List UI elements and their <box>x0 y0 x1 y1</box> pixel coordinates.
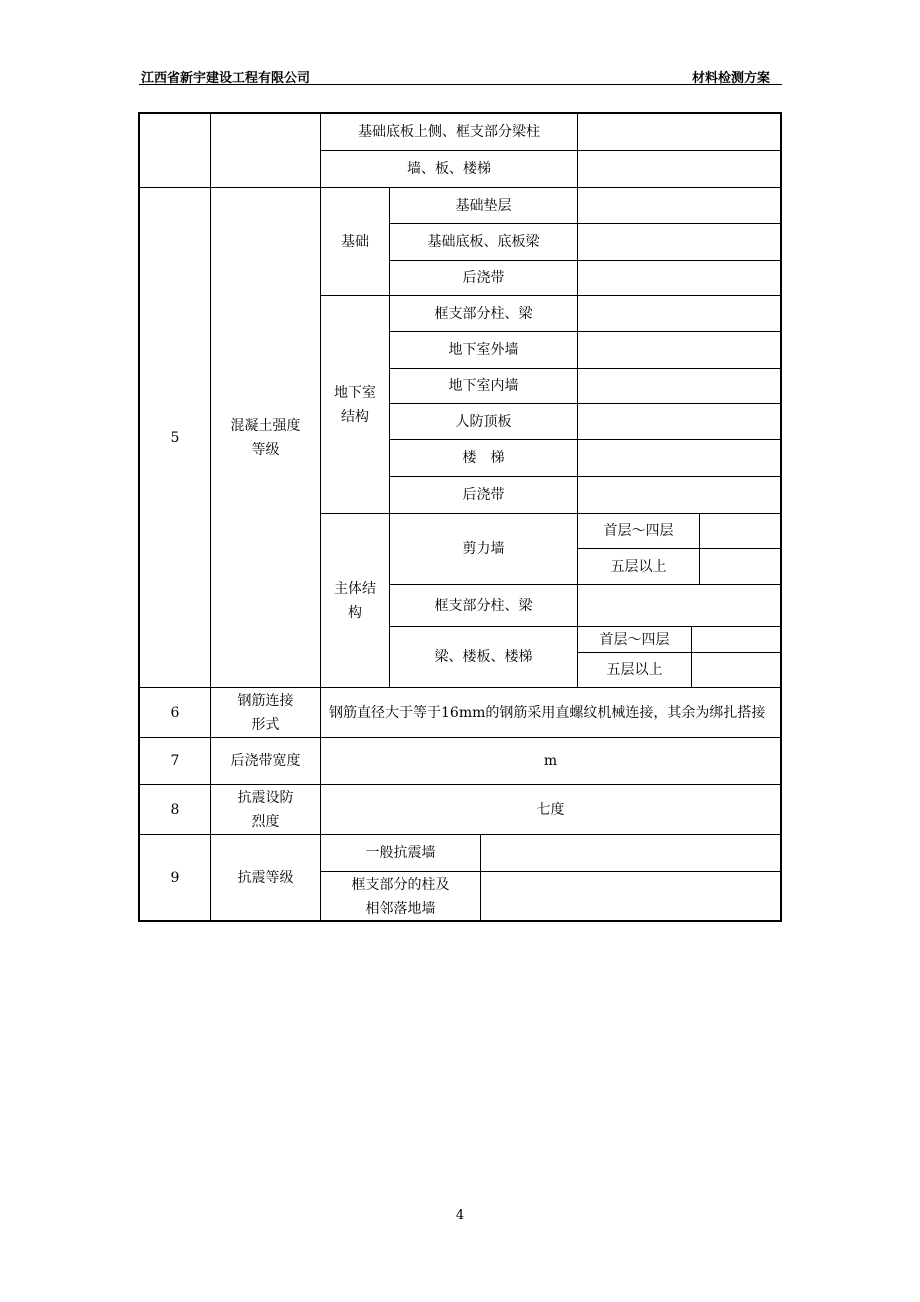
cont-item-cell <box>210 113 321 188</box>
foundation-value-2 <box>577 223 781 261</box>
foundation-value-1 <box>577 187 781 224</box>
row7-item: 后浇带宽度 <box>210 737 321 785</box>
basement-sub-1: 框支部分柱、梁 <box>389 295 578 332</box>
cont-label-2: 墙、板、楼梯 <box>320 150 578 188</box>
beam-slab-stair-label: 梁、楼板、楼梯 <box>389 626 578 688</box>
main-structure-label: 主体结构 <box>320 513 390 688</box>
row9-item: 抗震等级 <box>210 834 321 922</box>
row6-no: 6 <box>139 687 211 738</box>
shear-wall-label: 剪力墙 <box>389 513 578 585</box>
basement-value-1 <box>577 295 781 332</box>
row7-value: m <box>320 737 781 785</box>
row5-item: 混凝土强度等级 <box>210 187 321 688</box>
basement-sub-5: 楼 梯 <box>389 439 578 477</box>
beam-value-2 <box>691 652 781 688</box>
foundation-value-3 <box>577 260 781 296</box>
shear-wall-floor-2: 五层以上 <box>577 548 700 585</box>
basement-value-5 <box>577 439 781 477</box>
basement-sub-6: 后浇带 <box>389 476 578 514</box>
foundation-sub-3: 后浇带 <box>389 260 578 296</box>
foundation-sub-1: 基础垫层 <box>389 187 578 224</box>
basement-sub-3: 地下室内墙 <box>389 368 578 404</box>
basement-value-6 <box>577 476 781 514</box>
shear-wall-value-1 <box>699 513 781 549</box>
row6-value: 钢筋直径大于等于16mm的钢筋采用直螺纹机械连接，其余为绑扎搭接 <box>320 687 781 738</box>
row5-no: 5 <box>139 187 211 688</box>
basement-value-3 <box>577 368 781 404</box>
basement-sub-2: 地下室外墙 <box>389 331 578 369</box>
shear-wall-value-2 <box>699 548 781 585</box>
basement-value-4 <box>577 403 781 440</box>
document-title: 材料检测方案 <box>691 71 770 86</box>
frame-column-beam-label: 框支部分柱、梁 <box>389 584 578 627</box>
row8-no: 8 <box>139 784 211 835</box>
beam-value-1 <box>691 626 781 653</box>
row9-frame-value <box>480 871 781 922</box>
row8-value: 七度 <box>320 784 781 835</box>
row9-general-wall: 一般抗震墙 <box>320 834 481 872</box>
cont-value-1 <box>577 113 781 151</box>
row9-frame-wall: 框支部分的柱及相邻落地墙 <box>320 871 481 922</box>
basement-value-2 <box>577 331 781 369</box>
frame-column-beam-value <box>577 584 781 627</box>
row6-item: 钢筋连接形式 <box>210 687 321 738</box>
foundation-sub-2: 基础底板、底板梁 <box>389 223 578 261</box>
row9-general-value <box>480 834 781 872</box>
row8-item: 抗震设防烈度 <box>210 784 321 835</box>
shear-wall-floor-1: 首层～四层 <box>577 513 700 549</box>
beam-floor-1: 首层～四层 <box>577 626 692 653</box>
basement-sub-4: 人防顶板 <box>389 403 578 440</box>
beam-floor-2: 五层以上 <box>577 652 692 688</box>
row9-no: 9 <box>139 834 211 922</box>
cont-no-cell <box>139 113 211 188</box>
page-number: 4 <box>455 1208 465 1223</box>
cont-value-2 <box>577 150 781 188</box>
basement-label: 地下室结构 <box>320 295 390 514</box>
company-name: 江西省新宇建设工程有限公司 <box>141 71 311 86</box>
cont-label-1: 基础底板上侧、框支部分梁柱 <box>320 113 578 151</box>
row7-no: 7 <box>139 737 211 785</box>
foundation-label: 基础 <box>320 187 390 296</box>
